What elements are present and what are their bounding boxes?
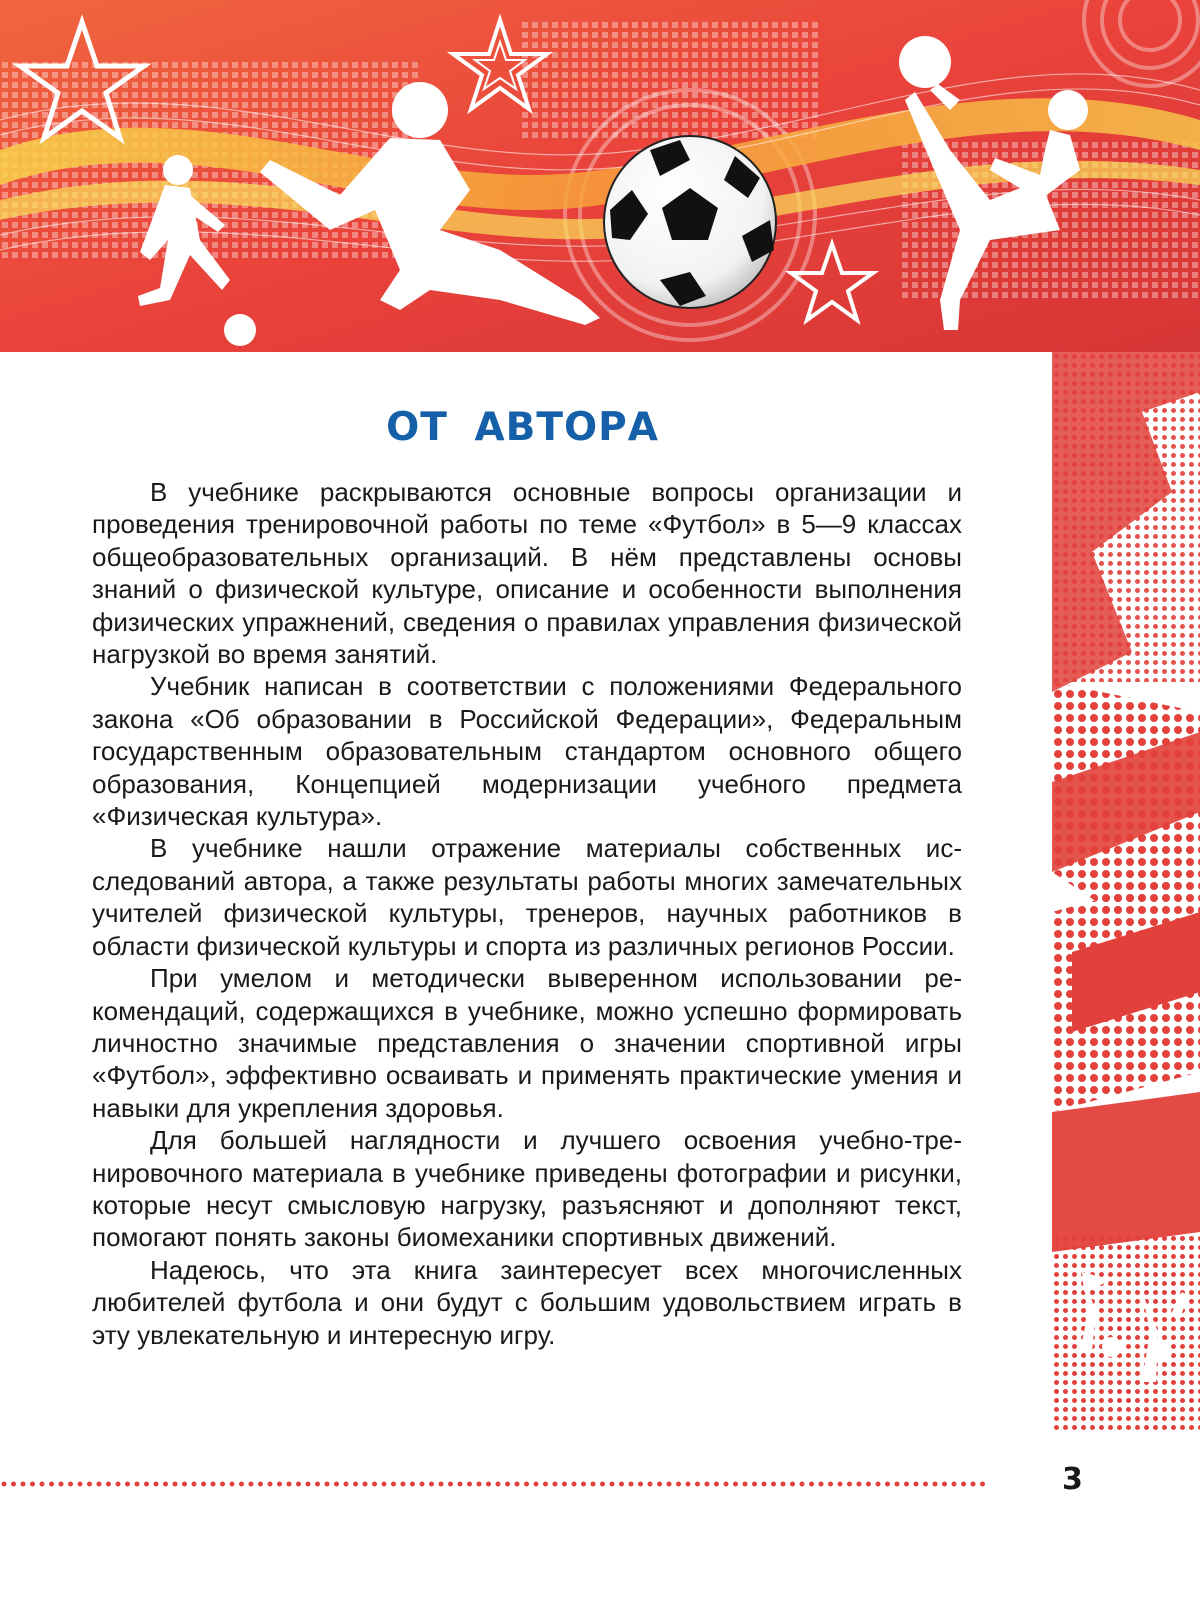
side-decoration <box>1052 352 1200 1432</box>
paragraph: Для большей наглядности и лучшего освоения учебно-тренировочного материала в учебнике приведены фотографии и рисунки, которые несут смысловую нагрузку, разъясняют и дополняют текст, помогают понять законы биомеханики спортивных движений. <box>92 1125 962 1253</box>
header-banner <box>0 0 1200 352</box>
paragraph: Учебник написан в соответствии с положениями Федерального закона «Об образовании в Российской Федерации», Федеральным государственным образовательным стандартом основного общего образования, Концепцией модернизации учебного предмета «Физическая культура». <box>92 671 962 832</box>
soccer-ball-icon <box>604 136 776 308</box>
paragraph: В учебнике раскрываются основные вопросы организации и проведения тренировочной работы по теме «Футбол» в 5—9 классах общеобразовательных организаций. В нём представлены основы знаний о физической культуре, описание и особенности выполнения физических упражнений, сведения о правилах управления физической нагрузкой во время занятий. <box>92 477 962 670</box>
page-title: ОТ АВТОРА <box>386 405 659 450</box>
author-foreword <box>92 476 962 1351</box>
footer-dotted-rule <box>0 1480 990 1488</box>
paragraph: В учебнике нашли отражение материалы собственных исследований автора, а также результаты работы многих замечательных учителей физической культуры, тренеров, научных работников в области физической культуры и спорта из различных регионов России. <box>92 833 962 961</box>
paragraph: При умелом и методически выверенном использовании рекомендаций, содержащихся в учебнике, можно успешно формировать личностно значимые представления о значении спортивной игры «Футбол», эффективно осваивать и применять практические умения и навыки для укрепления здоровья. <box>92 963 962 1123</box>
paragraph: Надеюсь, что эта книга заинтересует всех многочисленных любителей футбола и они будут с большим удовольствием играть в эту увлекательную и интересную игру. <box>92 1254 962 1350</box>
page-number: 3 <box>1062 1462 1083 1497</box>
